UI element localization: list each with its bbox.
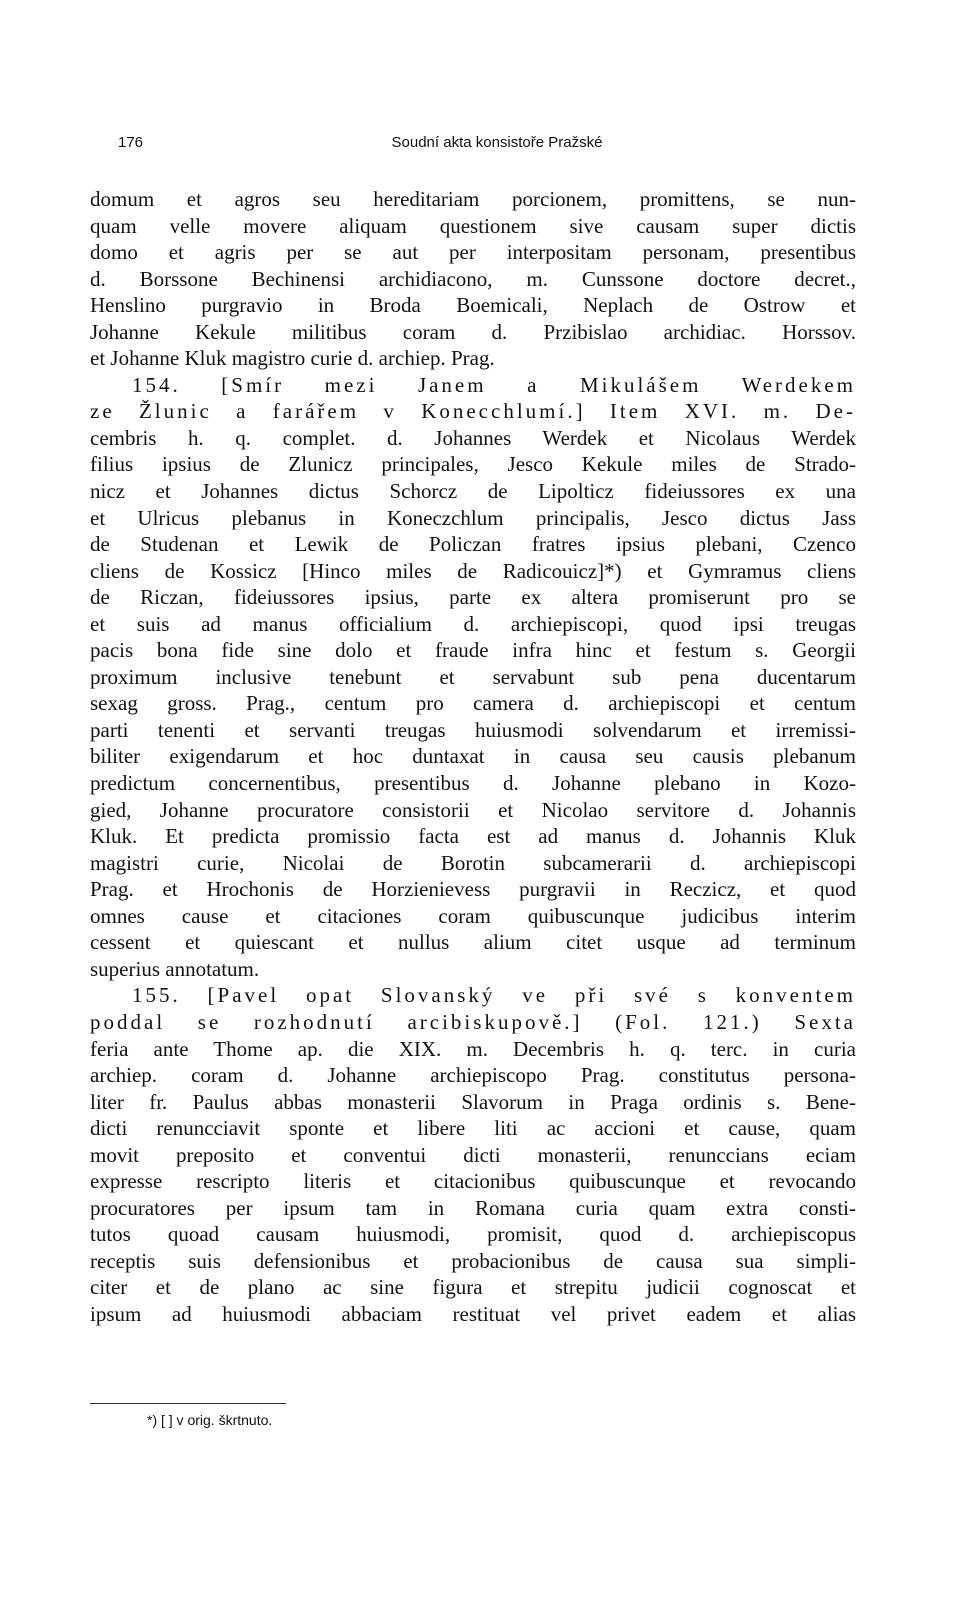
text-line: movit preposito et conventui dicti monasterii, renunccians eciam [90,1142,856,1167]
text-line: biliter exigendarum et hoc duntaxat in causa seu causis plebanum [90,744,856,769]
footnote-rule [90,1403,286,1404]
text-line: domo et agris per se aut per interpositam personam, presentibus [90,240,856,265]
text-line: superius annotatum. [90,956,260,981]
text-line: expresse rescripto literis et citacionibus quibuscunque et revocando [90,1169,856,1194]
text-line: parti tenenti et servanti treugas huiusmodi solvendarum et irremissi- [90,717,856,742]
text-line: nicz et Johannes dictus Schorcz de Lipolticz fideiussores ex una [90,479,856,504]
text-line: poddal se rozhodnutí arcibiskupově.] (Fol. 121.) Sexta [90,1009,856,1034]
text-line: de Studenan et Lewik de Policzan fratres ipsius plebani, Czenco [90,532,856,557]
text-line: dicti renuncciavit sponte et libere liti ac accioni et cause, quam [90,1116,856,1141]
text-line: quam velle movere aliquam questionem sive causam super dictis [90,213,856,238]
text-line: procuratores per ipsum tam in Romana curia quam extra consti- [90,1195,856,1220]
running-title: Soudní akta konsistoře Pražské [391,134,603,151]
text-line: cembris h. q. complet. d. Johannes Werdek et Nicolaus Werdek [90,425,856,450]
text-line: cessent et quiescant et nullus alium citet usque ad terminum [90,930,856,955]
text-line: liter fr. Paulus abbas monasterii Slavorum in Praga ordinis s. Bene- [90,1089,856,1114]
page-header [118,134,856,156]
text-line: feria ante Thome ap. die XIX. m. Decembris h. q. terc. in curia [90,1036,856,1061]
footnote: *) [ ] v orig. škrtnuto. [147,1412,273,1428]
text-line: magistri curie, Nicolai de Borotin subcamerarii d. archiepiscopi [90,850,856,875]
text-line: domum et agros seu hereditariam porcionem, promittens, se nun- [90,187,856,211]
text-line: proximum inclusive tenebunt et servabunt sub pena ducentarum [90,664,856,689]
text-line: Henslino purgravio in Broda Boemicali, Neplach de Ostrow et [90,293,856,318]
text-line: omnes cause et citaciones coram quibuscunque judicibus interim [90,903,856,928]
entry-heading-154: 154. [Smír mezi Janem a Mikulášem Werdekem [132,372,856,397]
text-line: tutos quoad causam huiusmodi, promisit, quod d. archiepiscopus [90,1222,856,1247]
text-line: predictum concernentibus, presentibus d. Johanne plebano in Kozo- [90,771,856,796]
text-line: d. Borssone Bechinensi archidiacono, m. Cunssone doctore decret., [90,266,856,291]
text-line: pacis bona fide sine dolo et fraude infra hinc et festum s. Georgii [90,638,856,663]
text-line: et Johanne Kluk magistro curie d. archiep. Prag. [90,346,495,371]
text-line: Johanne Kekule militibus coram d. Przibislao archidiac. Horssov. [90,319,856,344]
text-line: et suis ad manus officialium d. archiepiscopi, quod ipsi treugas [90,611,856,636]
text-line: sexag gross. Prag., centum pro camera d. archiepiscopi et centum [90,691,856,716]
text-line: de Riczan, fideiussores ipsius, parte ex altera promiserunt pro se [90,585,856,610]
text-line: ze Žlunic a farářem v Konecchlumí.] Item XVI. m. De- [90,399,856,424]
text-line: et Ulricus plebanus in Koneczchlum principalis, Jesco dictus Jass [90,505,856,530]
text-line: Prag. et Hrochonis de Horzienievess purgravii in Reczicz, et quod [90,877,856,902]
text-line: filius ipsius de Zlunicz principales, Jesco Kekule miles de Strado- [90,452,856,477]
page-number: 176 [118,134,144,151]
text-line: citer et de plano ac sine figura et strepitu judicii cognoscat et [90,1275,856,1300]
text-line: ipsum ad huiusmodi abbaciam restituat vel privet eadem et alias [90,1301,856,1326]
text-line: archiep. coram d. Johanne archiepiscopo Prag. constitutus persona- [90,1063,856,1088]
text-line: receptis suis defensionibus et probacionibus de causa sua simpli- [90,1248,856,1273]
text-line: cliens de Kossicz [Hinco miles de Radicouicz]*) et Gymramus cliens [90,558,856,583]
body-text [90,186,856,1328]
text-line: gied, Johanne procuratore consistorii et Nicolao servitore d. Johannis [90,797,856,822]
text-line: Kluk. Et predicta promissio facta est ad manus d. Johannis Kluk [90,824,856,849]
entry-heading-155: 155. [Pavel opat Slovanský ve při své s konventem [132,983,856,1008]
